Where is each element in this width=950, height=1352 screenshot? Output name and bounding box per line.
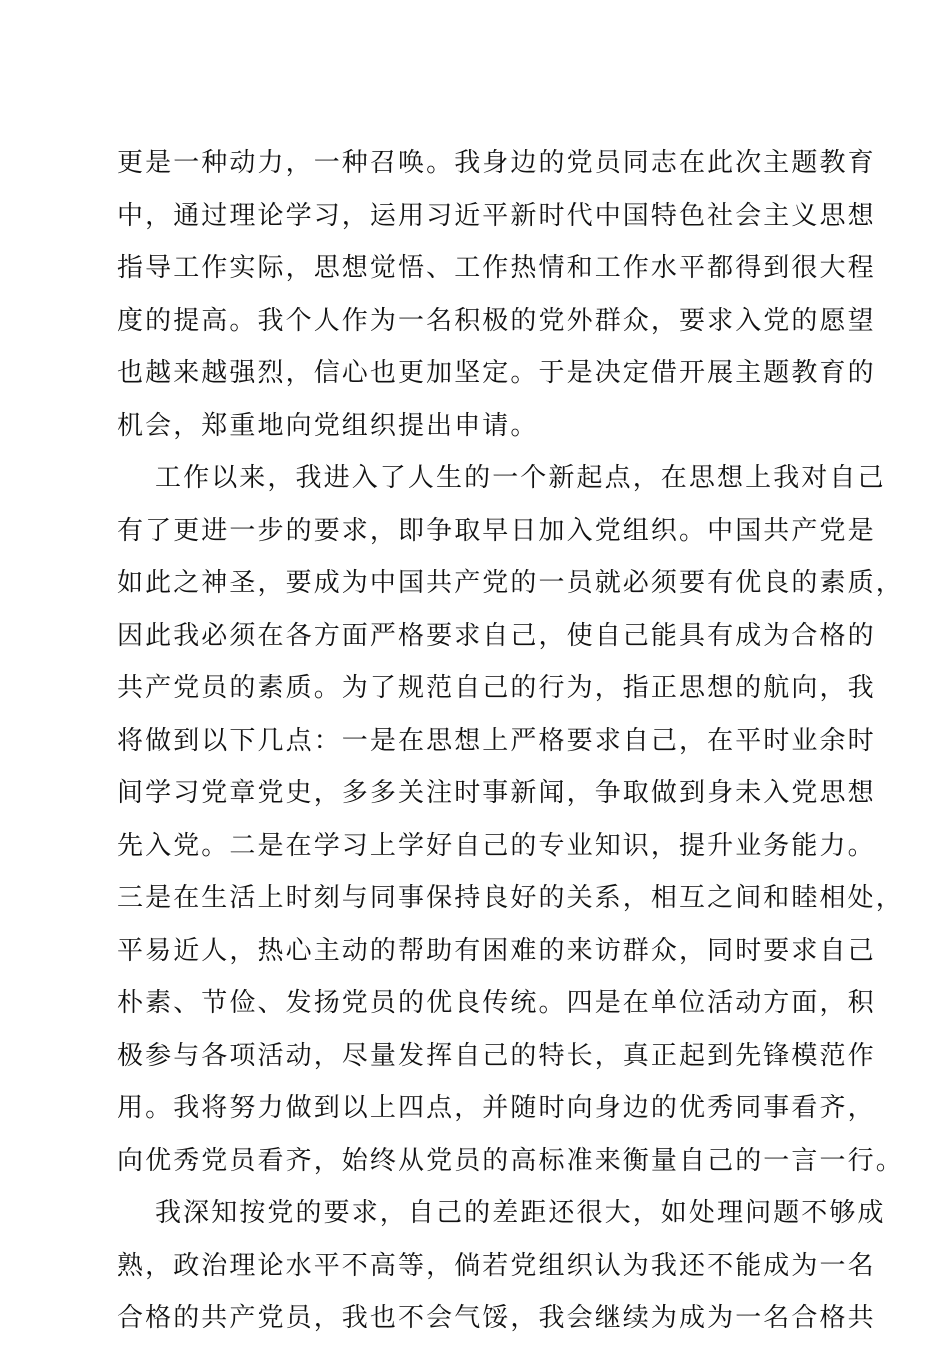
text-line: 如此之神圣，要成为中国共产党的一员就必须要有优良的素质， <box>117 568 904 598</box>
text-line: 三是在生活上时刻与同事保持良好的关系，相互之间和睦相处， <box>117 883 904 913</box>
text-line: 朴素、节俭、发扬党员的优良传统。四是在单位活动方面，积 <box>117 988 876 1018</box>
text-line: 合格的共产党员，我也不会气馁，我会继续为成为一名合格共 <box>117 1303 876 1333</box>
text-line: 用。我将努力做到以上四点，并随时向身边的优秀同事看齐， <box>117 1093 876 1123</box>
text-line: 度的提高。我个人作为一名积极的党外群众，要求入党的愿望 <box>117 305 876 336</box>
text-line: 更是一种动力，一种召唤。我身边的党员同志在此次主题教育 <box>117 148 876 178</box>
text-line: 机会，郑重地向党组织提出申请。 <box>117 410 539 441</box>
text-line: 熟，政治理论水平不高等，倘若党组织认为我还不能成为一名 <box>117 1250 876 1281</box>
body-text <box>117 144 904 1352</box>
text-line: 间学习党章党史，多多关注时事新闻，争取做到身未入党思想 <box>117 778 876 808</box>
text-line: 也越来越强烈，信心也更加坚定。于是决定借开展主题教育的 <box>117 358 876 388</box>
text-line: 因此我必须在各方面严格要求自己，使自己能具有成为合格的 <box>117 620 876 651</box>
text-line: 指导工作实际，思想觉悟、工作热情和工作水平都得到很大程 <box>117 253 876 283</box>
text-line: 极参与各项活动，尽量发挥自己的特长，真正起到先锋模范作 <box>117 1040 876 1071</box>
text-line: 向优秀党员看齐，始终从党员的高标准来衡量自己的一言一行。 <box>117 1145 904 1176</box>
text-line: 有了更进一步的要求，即争取早日加入党组织。中国共产党是 <box>117 515 876 546</box>
text-line: 中，通过理论学习，运用习近平新时代中国特色社会主义思想 <box>117 200 876 231</box>
paragraph-start-line: 工作以来，我进入了人生的一个新起点，在思想上我对自己 <box>155 463 886 493</box>
paragraph-start-line: 我深知按党的要求，自己的差距还很大，如处理问题不够成 <box>155 1198 886 1228</box>
text-line: 平易近人，热心主动的帮助有困难的来访群众，同时要求自己 <box>117 935 876 966</box>
text-line: 将做到以下几点：一是在思想上严格要求自己，在平时业余时 <box>117 725 876 756</box>
text-line: 共产党员的素质。为了规范自己的行为，指正思想的航向，我 <box>117 673 876 703</box>
text-line: 先入党。二是在学习上学好自己的专业知识，提升业务能力。 <box>117 830 876 861</box>
